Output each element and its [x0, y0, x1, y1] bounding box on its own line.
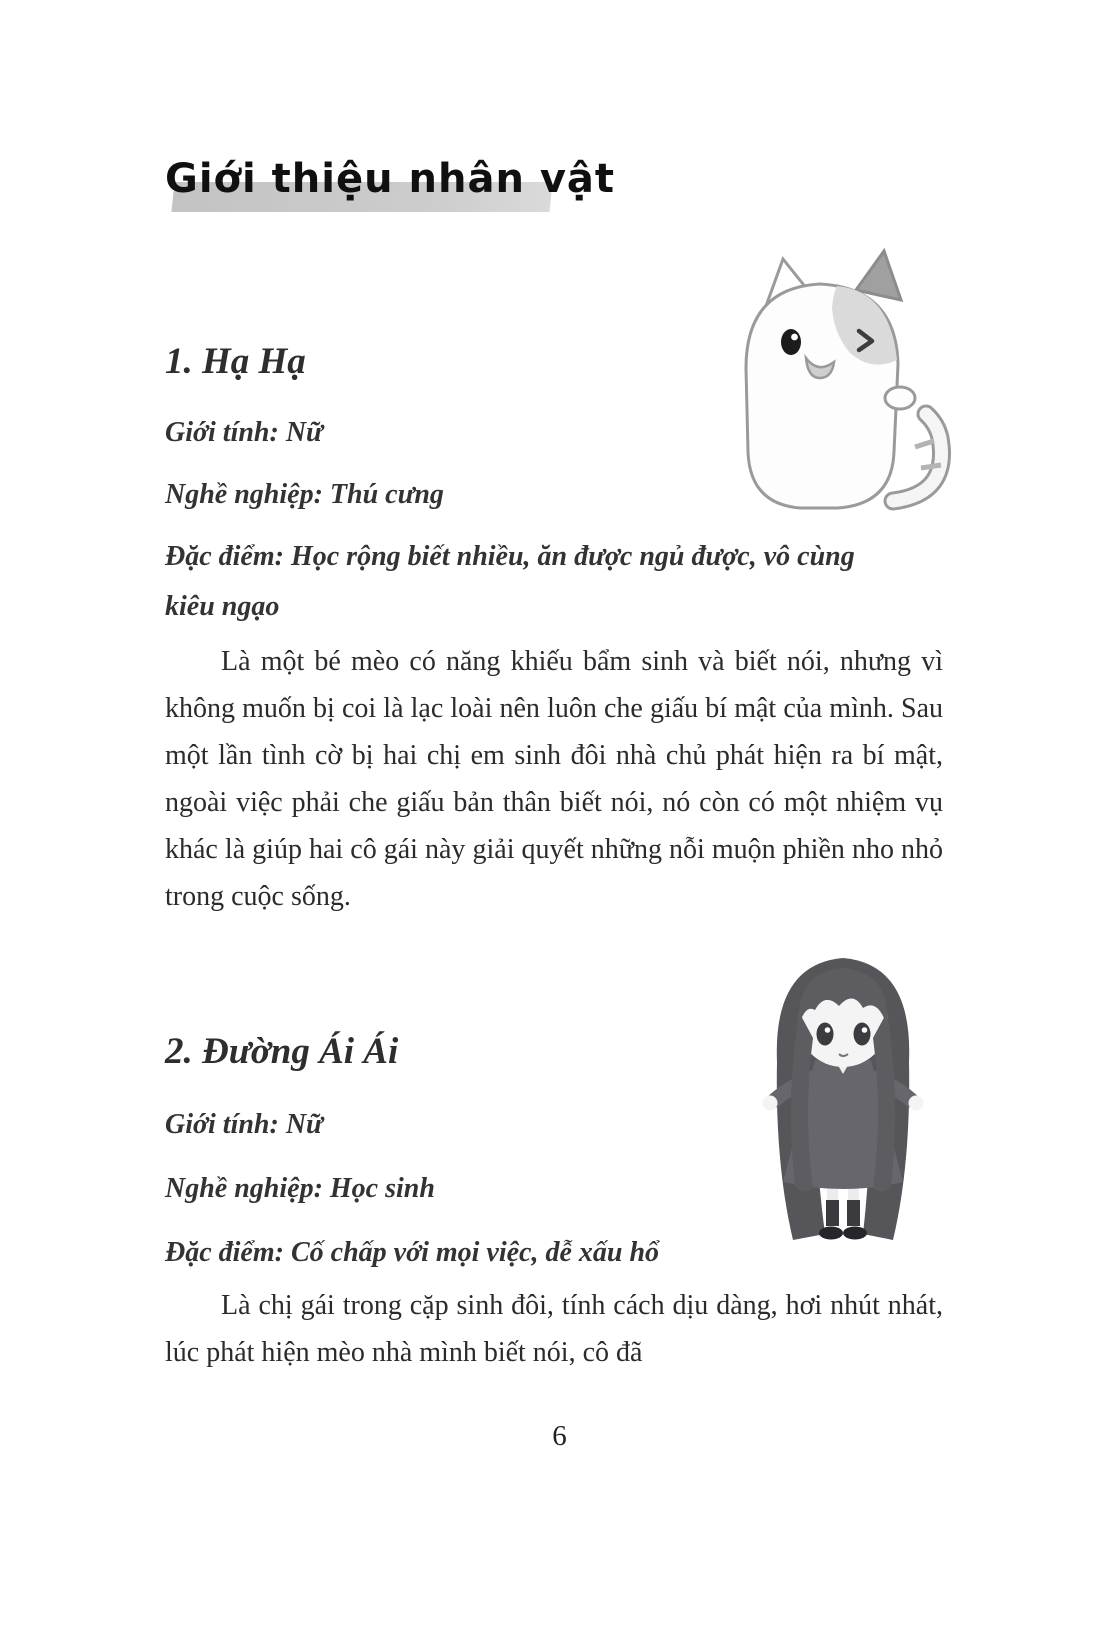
girl-icon: [735, 942, 950, 1267]
character-description: Là chị gái trong cặp sinh đôi, tính cách dịu dàng, hơi nhút nhát, lúc phát hiện mèo nhà mình biết nói, cô đã: [165, 1290, 943, 1368]
character-traits: Đặc điểm: Học rộng biết nhiều, ăn được ngủ được, vô cùng kiêu ngạo: [165, 541, 855, 622]
girl-illustration: [735, 942, 950, 1267]
character-traits: Đặc điểm: Cố chấp với mọi việc, dễ xấu hổ: [165, 1237, 660, 1268]
page-number: 6: [552, 1420, 567, 1452]
character-gender: Giới tính: Nữ: [165, 417, 323, 448]
character-gender: Giới tính: Nữ: [165, 1109, 323, 1140]
cat-icon: [688, 246, 953, 546]
character-heading: 2. Đường Ái Ái: [165, 1031, 399, 1072]
cat-illustration: [688, 246, 953, 546]
page-title-block: [165, 156, 615, 202]
character-description: Là một bé mèo có năng khiếu bẩm sinh và biết nói, nhưng vì không muốn bị coi là lạc loài nên luôn che giấu bí mật của mình. Sau một lần tình cờ bị hai chị em sinh đôi nhà chủ phát hiện ra bí mật, ngoài việc phải che giấu bản thân biết nói, nó còn có một nhiệm vụ khác là giúp hai cô gái này giải quyết những nỗi muộn phiền nho nhỏ trong cuộc sống.: [165, 646, 943, 912]
page-title: Giới thiệu nhân vật: [165, 156, 616, 202]
character-job: Nghề nghiệp: Thú cưng: [165, 479, 444, 510]
character-heading: 1. Hạ Hạ: [165, 341, 306, 382]
character-job: Nghề nghiệp: Học sinh: [165, 1173, 435, 1204]
